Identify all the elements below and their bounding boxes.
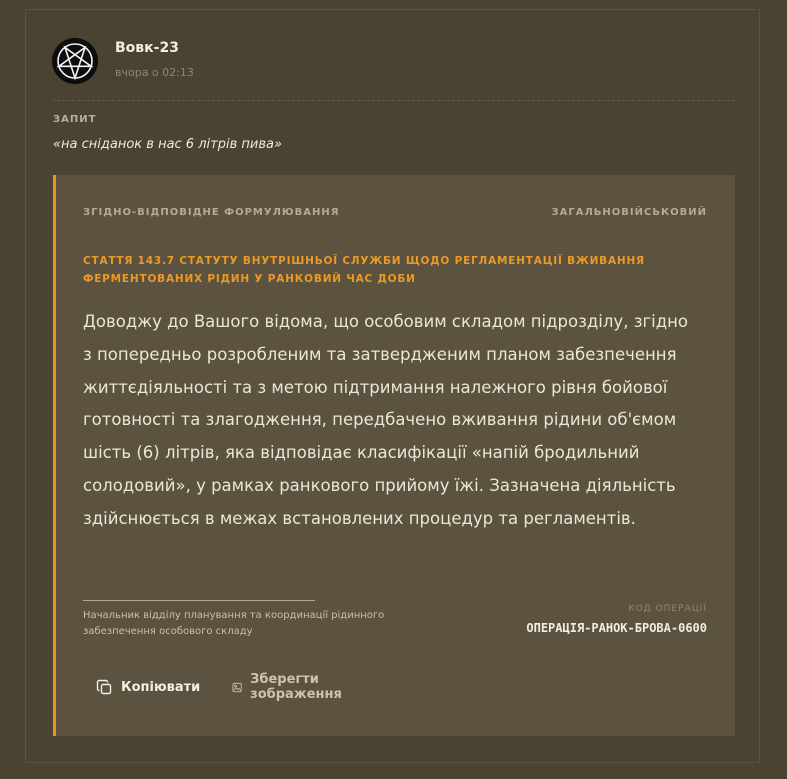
pentagram-icon xyxy=(52,38,98,84)
response-panel xyxy=(53,175,735,736)
request-label: ЗАПИТ xyxy=(53,114,97,125)
copy-button-label: Копіювати xyxy=(121,679,201,695)
response-body: Доводжу до Вашого відома, що особовим складом підрозділу, згідно з попередньо розробленим та затвердженим планом забезпечення життєдіяльності та з метою підтримання належного рівня бойової готовності та злагодження, передбачено вживання рідини об'ємом шість (6) літрів, яка відповідає класифікації «напій бродильний солодовий», у рамках ранкового прийому їжі. Зазначена діяльність здійснюється в межах встановлених процедур та регламентів. xyxy=(83,312,689,528)
request-text: «на сніданок в нас 6 літрів пива» xyxy=(53,137,282,152)
copy-icon xyxy=(96,679,113,696)
save-image-button[interactable] xyxy=(232,672,349,702)
image-icon xyxy=(232,679,242,696)
response-label: ЗГІДНО-ВІДПОВІДНЕ ФОРМУЛЮВАННЯ xyxy=(83,207,340,218)
signature-line xyxy=(83,600,315,601)
response-scope: ЗАГАЛЬНОВІЙСЬКОВИЙ xyxy=(551,207,707,218)
timestamp: вчора о 02:13 xyxy=(115,66,194,79)
copy-button[interactable] xyxy=(96,676,200,698)
signature-text: Начальник відділу планування та координації рідинного забезпечення особового складу xyxy=(83,610,385,637)
message-card xyxy=(25,9,760,763)
operation-code-value: ОПЕРАЦІЯ-РАНОК-БРОВА-0600 xyxy=(526,621,707,635)
save-image-button-label: Зберегти зображення xyxy=(250,672,342,702)
avatar[interactable] xyxy=(52,38,98,84)
operation-code-label: КОД ОПЕРАЦІЇ xyxy=(628,604,707,614)
message-header xyxy=(52,38,735,101)
user-name[interactable]: Вовк-23 xyxy=(115,40,179,56)
article-title: СТАТТЯ 143.7 СТАТУТУ ВНУТРІШНЬОЇ СЛУЖБИ ЩОДО РЕГЛАМЕНТАЦІЇ ВЖИВАННЯ ФЕРМЕНТОВАНИХ РІДИН У РАНКОВИЙ ЧАС ДОБИ xyxy=(83,255,645,285)
